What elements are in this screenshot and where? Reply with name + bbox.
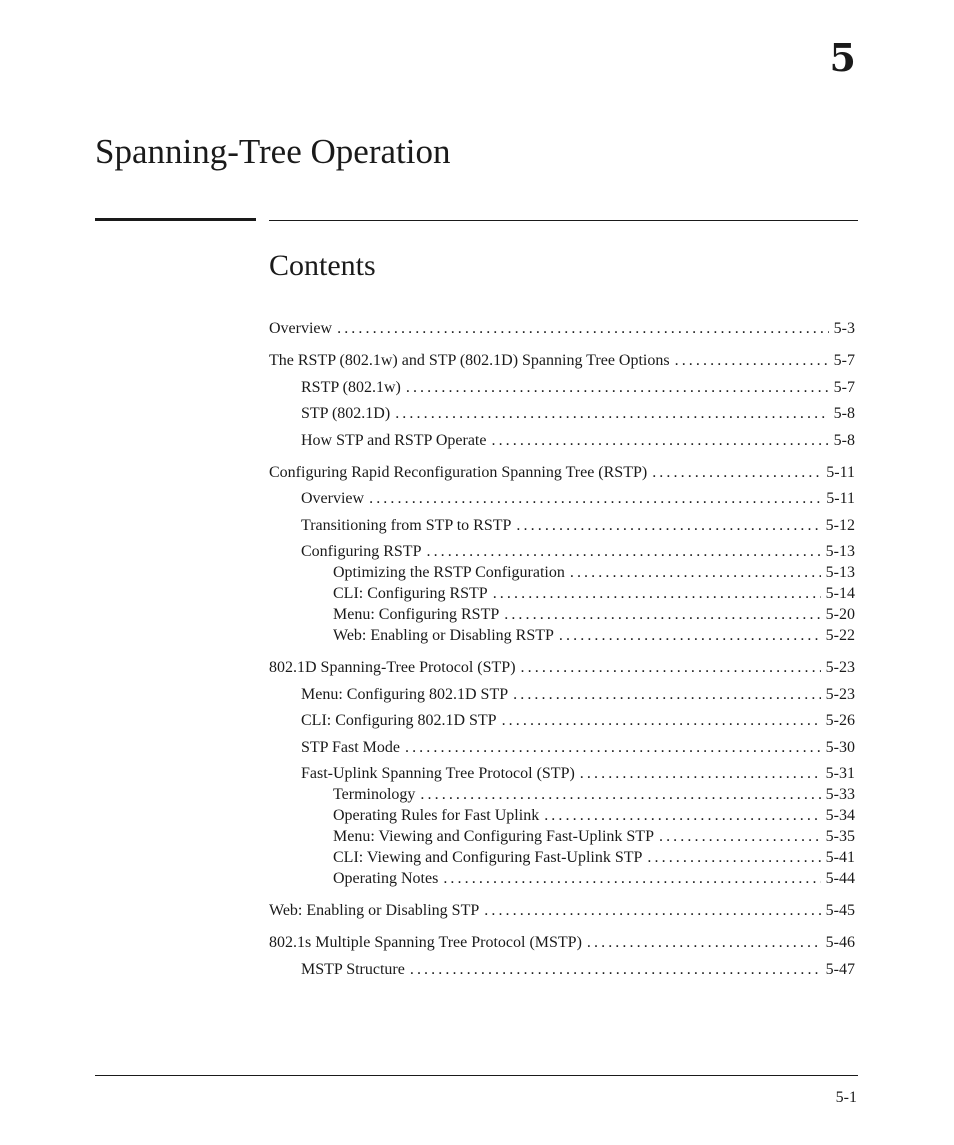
toc-entry-title: Menu: Configuring 802.1D STP [301, 684, 513, 705]
toc-entry[interactable] [269, 932, 855, 953]
toc-entry[interactable] [269, 350, 855, 371]
toc-spacer [269, 921, 855, 932]
toc-entry[interactable] [269, 488, 855, 509]
chapter-title: Spanning-Tree Operation [95, 132, 451, 171]
toc-leader-dots [587, 932, 821, 953]
toc-entry[interactable] [269, 462, 855, 483]
toc-entry[interactable] [269, 604, 855, 625]
toc-leader-dots [580, 763, 821, 784]
toc-entry-page: 5-45 [821, 900, 855, 921]
toc-entry-page: 5-47 [821, 959, 855, 980]
toc-leader-dots [410, 959, 821, 980]
toc-entry[interactable] [269, 430, 855, 451]
toc-entry-page: 5-33 [821, 784, 855, 805]
toc-entry-page: 5-20 [821, 604, 855, 625]
toc-entry[interactable] [269, 868, 855, 889]
toc-entry-page: 5-7 [829, 350, 855, 371]
page-number: 5-1 [835, 1089, 857, 1106]
toc-leader-dots [426, 541, 820, 562]
toc-entry[interactable] [269, 377, 855, 398]
toc-entry[interactable] [269, 847, 855, 868]
toc-leader-dots [659, 826, 821, 847]
toc-leader-dots [406, 377, 829, 398]
toc-entry-page: 5-31 [821, 763, 855, 784]
toc-spacer [269, 646, 855, 657]
toc-entry-page: 5-3 [829, 318, 855, 339]
toc-entry-title: Fast-Uplink Spanning Tree Protocol (STP) [301, 763, 580, 784]
toc-entry-page: 5-11 [821, 462, 855, 483]
toc-entry-page: 5-30 [821, 737, 855, 758]
toc-leader-dots [369, 488, 821, 509]
toc-leader-dots [675, 350, 829, 371]
toc-entry-page: 5-7 [829, 377, 855, 398]
toc-entry-title: CLI: Configuring 802.1D STP [301, 710, 502, 731]
toc-leader-dots [493, 583, 821, 604]
toc-leader-dots [484, 900, 820, 921]
toc-leader-dots [521, 657, 821, 678]
toc-entry[interactable] [269, 805, 855, 826]
footer-rule [95, 1075, 858, 1076]
toc-leader-dots [570, 562, 821, 583]
toc-entry-title: How STP and RSTP Operate [301, 430, 491, 451]
toc-entry[interactable] [269, 737, 855, 758]
toc-entry[interactable] [269, 763, 855, 784]
toc-entry[interactable] [269, 657, 855, 678]
toc-entry-title: 802.1s Multiple Spanning Tree Protocol (MSTP) [269, 932, 587, 953]
toc-entry-page: 5-22 [821, 625, 855, 646]
toc-leader-dots [504, 604, 820, 625]
toc-entry-page: 5-13 [821, 541, 855, 562]
toc-entry[interactable] [269, 583, 855, 604]
toc-entry[interactable] [269, 826, 855, 847]
contents-heading: Contents [269, 249, 376, 282]
toc-entry-title: STP Fast Mode [301, 737, 405, 758]
toc-leader-dots [652, 462, 821, 483]
table-of-contents [269, 318, 855, 980]
toc-entry-title: Terminology [333, 784, 420, 805]
toc-entry-title: Configuring RSTP [301, 541, 426, 562]
toc-leader-dots [395, 403, 828, 424]
toc-leader-dots [513, 684, 821, 705]
toc-entry-page: 5-13 [821, 562, 855, 583]
toc-leader-dots [544, 805, 820, 826]
section-rule-thick [95, 218, 256, 221]
toc-leader-dots [559, 625, 821, 646]
toc-leader-dots [516, 515, 820, 536]
toc-entry-title: Menu: Viewing and Configuring Fast-Uplink STP [333, 826, 659, 847]
toc-leader-dots [502, 710, 821, 731]
toc-entry-title: The RSTP (802.1w) and STP (802.1D) Spanning Tree Options [269, 350, 675, 371]
toc-leader-dots [647, 847, 820, 868]
toc-entry-page: 5-44 [821, 868, 855, 889]
toc-entry-page: 5-34 [821, 805, 855, 826]
toc-entry[interactable] [269, 625, 855, 646]
chapter-number: 5 [829, 35, 856, 80]
toc-entry-title: Overview [269, 318, 337, 339]
toc-entry[interactable] [269, 684, 855, 705]
toc-entry-page: 5-11 [821, 488, 855, 509]
toc-entry-page: 5-35 [821, 826, 855, 847]
toc-entry[interactable] [269, 541, 855, 562]
toc-entry-page: 5-23 [821, 657, 855, 678]
toc-leader-dots [405, 737, 821, 758]
toc-entry-title: Web: Enabling or Disabling STP [269, 900, 484, 921]
toc-entry-title: Operating Rules for Fast Uplink [333, 805, 544, 826]
toc-entry-page: 5-8 [829, 403, 855, 424]
toc-entry[interactable] [269, 403, 855, 424]
toc-spacer [269, 339, 855, 350]
toc-entry-title: RSTP (802.1w) [301, 377, 406, 398]
toc-entry-title: Operating Notes [333, 868, 443, 889]
toc-entry[interactable] [269, 562, 855, 583]
toc-entry-title: Transitioning from STP to RSTP [301, 515, 516, 536]
toc-entry-page: 5-41 [821, 847, 855, 868]
toc-entry-title: Configuring Rapid Reconfiguration Spanning Tree (RSTP) [269, 462, 652, 483]
toc-entry[interactable] [269, 784, 855, 805]
toc-entry[interactable] [269, 900, 855, 921]
toc-leader-dots [491, 430, 828, 451]
toc-entry-title: Optimizing the RSTP Configuration [333, 562, 570, 583]
toc-entry-page: 5-23 [821, 684, 855, 705]
toc-entry-title: 802.1D Spanning-Tree Protocol (STP) [269, 657, 521, 678]
toc-entry-title: STP (802.1D) [301, 403, 395, 424]
toc-entry-page: 5-8 [829, 430, 855, 451]
toc-entry-title: Overview [301, 488, 369, 509]
toc-entry-title: CLI: Viewing and Configuring Fast-Uplink STP [333, 847, 647, 868]
toc-entry[interactable] [269, 959, 855, 980]
section-rule-thin [269, 220, 858, 221]
toc-spacer [269, 889, 855, 900]
toc-leader-dots [420, 784, 820, 805]
toc-entry[interactable] [269, 710, 855, 731]
toc-spacer [269, 451, 855, 462]
toc-leader-dots [337, 318, 829, 339]
toc-entry-title: Web: Enabling or Disabling RSTP [333, 625, 559, 646]
toc-entry-title: Menu: Configuring RSTP [333, 604, 504, 625]
toc-entry-page: 5-26 [821, 710, 855, 731]
toc-entry-page: 5-46 [821, 932, 855, 953]
toc-entry[interactable] [269, 318, 855, 339]
toc-entry-page: 5-14 [821, 583, 855, 604]
toc-entry-title: CLI: Configuring RSTP [333, 583, 493, 604]
toc-entry-page: 5-12 [821, 515, 855, 536]
toc-leader-dots [443, 868, 820, 889]
toc-entry-title: MSTP Structure [301, 959, 410, 980]
toc-entry[interactable] [269, 515, 855, 536]
